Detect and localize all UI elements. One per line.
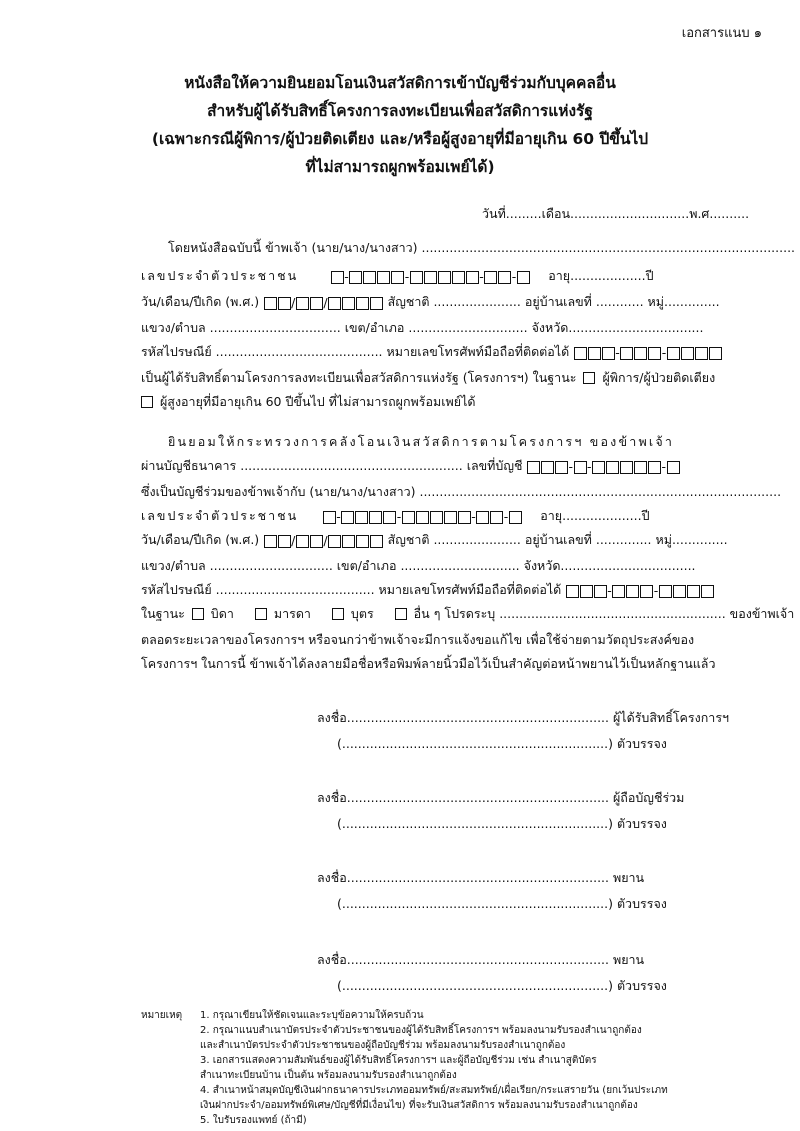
- id-boxes-2[interactable]: - - - -: [322, 509, 526, 524]
- dob-line-2: [141, 530, 728, 550]
- printed-name-witness-1[interactable]: (...................................................................) ตัวบรรจง: [337, 896, 667, 911]
- rel-other: อื่น ๆ โปรดระบุ ......................................................... ของข้าพเจ้า: [413, 606, 795, 621]
- dob-line-1: [141, 292, 720, 312]
- relation-line: [141, 604, 794, 624]
- postcode-line-2: [141, 580, 714, 600]
- note-2: 2. กรุณาแนบสำเนาบัตรประจำตัวประชาชนของผู้ได้รับสิทธิ์โครงการฯ พร้อมลงนามรับรองสำเนาถูกต้อง: [200, 1025, 642, 1036]
- note-4: 4. สำเนาหน้าสมุดบัญชีเงินฝากธนาคารประเภทออมทรัพย์/สะสมทรัพย์/เผื่อเรียก/กระแสรายวัน (ยกเว้นประเภท: [200, 1085, 668, 1096]
- dob-boxes[interactable]: / /: [263, 295, 387, 310]
- rel-father: บิดา: [210, 606, 234, 621]
- id-label: เลขประจำตัวประชาชน: [141, 268, 299, 283]
- note-1: 1. กรุณาเขียนให้ชัดเจนและระบุข้อความให้ครบถ้วน: [200, 1010, 424, 1021]
- signature-beneficiary[interactable]: ลงชื่อ.................................................................. ผู้ได้รับสิทธิ์โครงการฯ: [317, 710, 730, 725]
- intro-line: โดยหนังสือฉบับนี้ ข้าพเจ้า (นาย/นาง/นางสาว) ..............................................................................................: [168, 240, 796, 255]
- father-checkbox[interactable]: [192, 608, 204, 620]
- title-line-1: หนังสือให้ความยินยอมโอนเงินสวัสดิการเข้าบัญชีร่วมกับบุคคลอื่น: [184, 74, 616, 92]
- status-text: เป็นผู้ได้รับสิทธิ์ตามโครงการลงทะเบียนเพื่อสวัสดิการแห่งรัฐ (โครงการฯ) ในฐานะ: [141, 370, 577, 385]
- id-label-2: เลขประจำตัวประชาชน: [141, 508, 299, 523]
- status-line-2: [141, 392, 475, 412]
- disabled-checkbox[interactable]: [583, 372, 595, 384]
- note-5: 5. ใบรับรองแพทย์ (ถ้ามี): [200, 1115, 307, 1126]
- status-line: [141, 368, 715, 388]
- phone-boxes-2[interactable]: - -: [565, 583, 714, 598]
- elderly-checkbox[interactable]: [141, 396, 153, 408]
- note-4b: เงินฝากประจำ/ออมทรัพย์พิเศษ/บัญชีที่มีเงื่อนไข) ที่จะรับเงินสวัสดิการ พร้อมลงนามรับรองสำเนาถูกต้อง: [200, 1100, 638, 1111]
- id-line-1: [141, 266, 654, 286]
- body-line-1: ตลอดระยะเวลาของโครงการฯ หรือจนกว่าข้าพเจ้าจะมีการแจ้งขอแก้ไข เพื่อใช้จ่ายตามวัตถุประสงค์ของ: [141, 632, 695, 647]
- id-boxes[interactable]: - - - -: [330, 269, 534, 284]
- account-boxes[interactable]: - - -: [526, 459, 680, 474]
- title-line-4: ที่ไม่สามารถผูกพร้อมเพย์ได้): [305, 158, 495, 176]
- signature-witness-1[interactable]: ลงชื่อ.................................................................. พยาน: [317, 870, 645, 885]
- phone-boxes[interactable]: - -: [573, 345, 722, 360]
- nationality-address-2: สัญชาติ ...................... อยู่บ้านเลขที่ .............. หมู่..............: [387, 532, 728, 547]
- document-reference: เอกสารแนบ ๑: [681, 26, 762, 41]
- signature-witness-2[interactable]: ลงชื่อ.................................................................. พยาน: [317, 952, 645, 967]
- note-2b: และสำเนาบัตรประจำตัวประชาชนของผู้ถือบัญชีร่วม พร้อมลงนามรับรองสำเนาถูกต้อง: [200, 1040, 566, 1051]
- id-line-2: [141, 506, 650, 526]
- district-line-2: แขวง/ตำบล ............................... เขต/อำเภอ .............................. จังหวัด..................................: [141, 558, 696, 573]
- postcode-label-2: รหัสไปรษณีย์ ........................................ หมายเลขโทรศัพท์มือถือที่ติดต่อได้: [141, 582, 562, 597]
- age-label: อายุ...................ปี: [548, 268, 654, 283]
- date-line: วันที่.........เดือน..............................พ.ศ..........: [482, 206, 750, 221]
- postcode-line-1: [141, 342, 722, 362]
- joint-line: ซึ่งเป็นบัญชีร่วมของข้าพเจ้ากับ (นาย/นาง/นางสาว) ...........................................................................................: [141, 484, 782, 499]
- body-line-2: โครงการฯ ในการนี้ ข้าพเจ้าได้ลงลายมือชื่อหรือพิมพ์ลายนิ้วมือไว้เป็นสำคัญต่อหน้าพยานไว้เป็นหลักฐานแล้ว: [141, 656, 716, 671]
- status-disabled: ผู้พิการ/ผู้ป่วยติดเตียง: [602, 370, 716, 385]
- dob-boxes-2[interactable]: / /: [263, 533, 387, 548]
- printed-name-beneficiary[interactable]: (...................................................................) ตัวบรรจง: [337, 736, 667, 751]
- age-label-2: อายุ....................ปี: [540, 508, 650, 523]
- rel-mother: มารดา: [273, 606, 311, 621]
- postcode-label: รหัสไปรษณีย์ .......................................... หมายเลขโทรศัพท์มือถือที่ติดต่อได้: [141, 344, 570, 359]
- title-line-3: (เฉพาะกรณีผู้พิการ/ผู้ป่วยติดเตียง และ/หรือผู้สูงอายุที่มีอายุเกิน 60 ปีขึ้นไป: [151, 130, 649, 148]
- district-line-1: แขวง/ตำบล ................................. เขต/อำเภอ .............................. จังหวัด..................................: [141, 320, 704, 335]
- as-label: ในฐานะ: [141, 606, 185, 621]
- other-checkbox[interactable]: [395, 608, 407, 620]
- bank-label: ผ่านบัญชีธนาคาร ........................................................ เลขที่บัญชี: [141, 458, 523, 473]
- nationality-address: สัญชาติ ...................... อยู่บ้านเลขที่ ............ หมู่..............: [387, 294, 720, 309]
- bank-line: [141, 456, 680, 476]
- printed-name-witness-2[interactable]: (...................................................................) ตัวบรรจง: [337, 978, 667, 993]
- note-3b: สำเนาทะเบียนบ้าน เป็นต้น พร้อมลงนามรับรองสำเนาถูกต้อง: [200, 1070, 457, 1081]
- rel-child: บุตร: [350, 606, 374, 621]
- dob-label-2: วัน/เดือน/ปีเกิด (พ.ศ.): [141, 532, 260, 547]
- mother-checkbox[interactable]: [255, 608, 267, 620]
- child-checkbox[interactable]: [332, 608, 344, 620]
- note-3: 3. เอกสารแสดงความสัมพันธ์ของผู้ได้รับสิทธิ์โครงการฯ และผู้ถือบัญชีร่วม เช่น สำเนาสูติบัตร: [200, 1055, 597, 1066]
- title-line-2: สำหรับผู้ได้รับสิทธิ์โครงการลงทะเบียนเพื่อสวัสดิการแห่งรัฐ: [207, 102, 593, 120]
- printed-name-joint-holder[interactable]: (...................................................................) ตัวบรรจง: [337, 816, 667, 831]
- consent-line: ยินยอมให้กระทรวงการคลังโอนเงินสวัสดิการตามโครงการฯ ของข้าพเจ้า: [168, 434, 675, 449]
- signature-joint-holder[interactable]: ลงชื่อ.................................................................. ผู้ถือบัญชีร่วม: [317, 790, 685, 805]
- status-elderly: ผู้สูงอายุที่มีอายุเกิน 60 ปีขึ้นไป ที่ไม่สามารถผูกพร้อมเพย์ได้: [159, 394, 476, 409]
- dob-label: วัน/เดือน/ปีเกิด (พ.ศ.): [141, 294, 260, 309]
- notes-label: หมายเหตุ: [141, 1010, 183, 1021]
